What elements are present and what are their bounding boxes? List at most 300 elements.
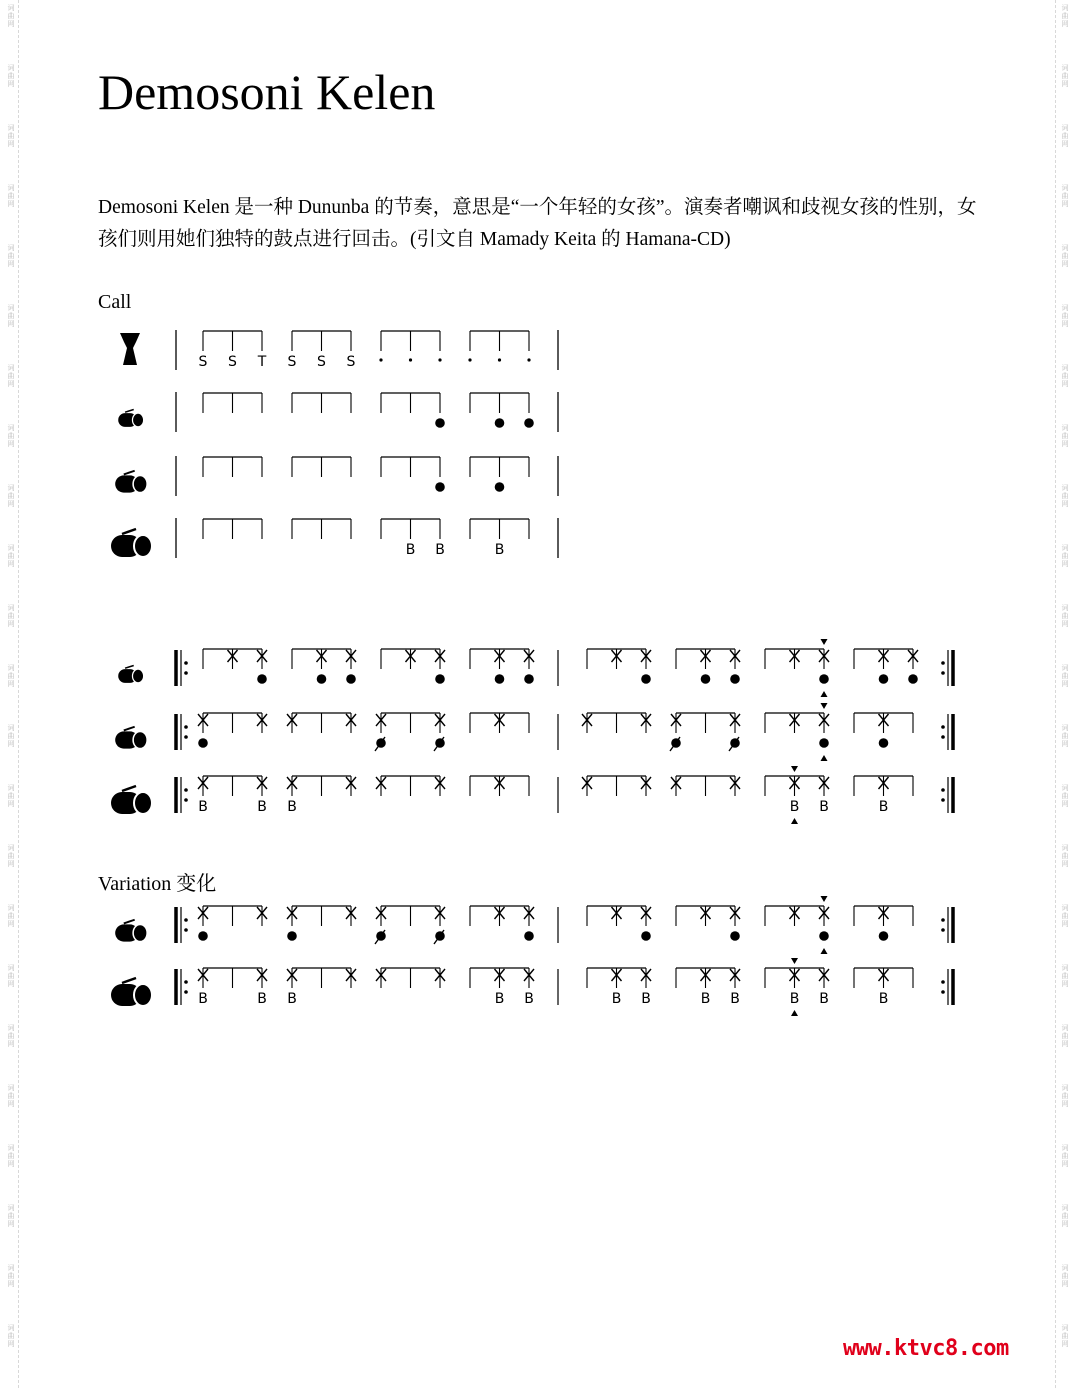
bass-stroke-label: B	[524, 991, 534, 1007]
dununba-icon	[111, 786, 152, 814]
bar	[292, 649, 356, 684]
bar	[199, 331, 267, 370]
watermark-char: 词	[7, 304, 15, 312]
bar	[587, 968, 651, 1007]
watermark-char: 曲	[7, 492, 15, 500]
repeat-dot	[941, 735, 945, 739]
bar	[854, 776, 913, 815]
bar	[381, 649, 445, 684]
bass-stroke-label: B	[700, 991, 711, 1007]
watermark-char: 词	[7, 424, 15, 432]
watermark-char: 曲	[7, 252, 15, 260]
watermark-char: 曲	[7, 612, 15, 620]
watermark-char: 词	[7, 1204, 15, 1212]
repeat-dot	[941, 671, 945, 675]
watermark-char: 词	[1061, 244, 1069, 252]
watermark-char: 词	[1061, 664, 1069, 672]
watermark-char: 曲	[7, 132, 15, 140]
repeat-dot	[184, 735, 188, 739]
rest-dot	[468, 358, 471, 361]
bar	[587, 906, 651, 941]
watermark-char: 网	[1061, 1100, 1069, 1108]
watermark-char: 网	[7, 1220, 15, 1228]
dununba-icon	[111, 978, 152, 1006]
repeat-dot	[184, 990, 188, 994]
drum-stick	[124, 920, 135, 924]
watermark-char: 曲	[1061, 252, 1069, 260]
watermark-char: 词	[1061, 1144, 1069, 1152]
watermark-char: 曲	[1061, 492, 1069, 500]
bass-stroke-label: B	[819, 799, 829, 815]
watermark-char: 曲	[1061, 432, 1069, 440]
accent-marker	[821, 948, 828, 954]
watermark-char: 网	[1061, 740, 1069, 748]
watermark-char: 曲	[7, 912, 15, 920]
repeat-start	[176, 777, 188, 813]
watermark-char: 网	[1061, 560, 1069, 568]
watermark-char: 词	[1061, 184, 1069, 192]
rest-dot	[379, 358, 382, 361]
drum-stick	[124, 471, 135, 475]
watermark-char: 网	[7, 380, 15, 388]
bar	[375, 906, 445, 944]
watermark-char: 词	[7, 1144, 15, 1152]
watermark-char: 词	[7, 484, 15, 492]
repeat-end	[941, 969, 953, 1005]
dununba-icon	[111, 529, 152, 557]
watermark-char: 网	[1061, 200, 1069, 208]
watermark-char: 网	[1061, 500, 1069, 508]
watermark-char: 曲	[1061, 372, 1069, 380]
watermark-char: 网	[7, 860, 15, 868]
watermark-char: 曲	[7, 12, 15, 20]
watermark-char: 网	[1061, 1340, 1069, 1348]
watermark-char: 网	[7, 260, 15, 268]
watermark-char: 曲	[1061, 1212, 1069, 1220]
bar	[292, 519, 351, 539]
notation-row-main-sangban	[198, 703, 913, 761]
bar	[671, 776, 740, 796]
bar	[198, 713, 267, 748]
bar	[287, 776, 356, 815]
watermark-char: 词	[7, 124, 15, 132]
watermark-char: 词	[7, 1084, 15, 1092]
watermark-char: 网	[7, 1160, 15, 1168]
bar	[381, 393, 445, 428]
open-note	[819, 738, 829, 748]
watermark-char: 词	[1061, 604, 1069, 612]
watermark-char: 词	[7, 964, 15, 972]
watermark-char: 词	[1061, 544, 1069, 552]
repeat-dot	[184, 725, 188, 729]
bar	[203, 649, 267, 684]
watermark-char: 网	[7, 80, 15, 88]
open-note	[198, 738, 208, 748]
bar	[470, 519, 529, 558]
watermark-char: 词	[1061, 1204, 1069, 1212]
drum-head	[134, 792, 152, 814]
bar	[765, 896, 829, 954]
bass-stroke-label: B	[494, 542, 505, 558]
bar	[203, 393, 262, 413]
watermark-char: 网	[7, 1280, 15, 1288]
rest-dot	[498, 358, 501, 361]
watermark-char: 词	[1061, 904, 1069, 912]
bar	[375, 713, 445, 751]
watermark-char: 曲	[1061, 672, 1069, 680]
repeat-dot	[941, 788, 945, 792]
watermark-char: 曲	[1061, 792, 1069, 800]
bar	[381, 457, 445, 492]
watermark-char: 词	[1061, 964, 1069, 972]
repeat-dot	[941, 990, 945, 994]
bar	[676, 906, 740, 941]
watermark-char: 曲	[1061, 192, 1069, 200]
open-note	[641, 931, 651, 941]
section-label-call: Call	[98, 291, 132, 313]
repeat-dot	[941, 798, 945, 802]
site-logo: www.ktvc8.com	[843, 1336, 1009, 1361]
watermark-char: 网	[1061, 620, 1069, 628]
drum-stick	[125, 409, 134, 412]
watermark-char: 词	[1061, 484, 1069, 492]
watermark-char: 网	[1061, 680, 1069, 688]
sangban-icon	[115, 920, 147, 942]
repeat-dot	[184, 918, 188, 922]
bar	[376, 776, 445, 796]
watermark-char: 曲	[1061, 612, 1069, 620]
watermark-char: 曲	[7, 672, 15, 680]
notation-row-call-kenkeni	[176, 392, 558, 432]
drum-head	[132, 669, 143, 683]
accent-marker	[821, 691, 828, 697]
bar	[198, 776, 267, 815]
watermark-char: 网	[1061, 800, 1069, 808]
watermark-char: 网	[1061, 440, 1069, 448]
open-note	[701, 674, 711, 684]
watermark-char: 网	[1061, 320, 1069, 328]
watermark-char: 曲	[7, 552, 15, 560]
djembe-body	[120, 333, 140, 365]
drum-head	[134, 535, 152, 557]
bar	[854, 649, 918, 684]
watermark-char: 网	[1061, 140, 1069, 148]
bass-stroke-label: B	[405, 542, 416, 558]
watermark-char: 网	[7, 620, 15, 628]
bar	[470, 776, 529, 796]
watermark-char: 曲	[1061, 132, 1069, 140]
watermark-char: 网	[1061, 1160, 1069, 1168]
open-note	[524, 674, 534, 684]
watermark-char: 网	[7, 740, 15, 748]
bass-stroke-label: B	[611, 991, 622, 1007]
accent-marker	[821, 755, 828, 761]
bar	[203, 519, 262, 539]
notation-row-main-dununba	[198, 766, 913, 824]
bass-stroke-label: B	[789, 799, 800, 815]
watermark-char: 网	[1061, 380, 1069, 388]
bass-stroke-label: B	[198, 991, 208, 1007]
watermark-char: 网	[1061, 920, 1069, 928]
bass-stroke-label: B	[730, 991, 740, 1007]
watermark-char: 网	[7, 20, 15, 28]
bar	[379, 331, 441, 362]
bar	[676, 649, 740, 684]
drum-head	[134, 984, 152, 1006]
drum-stick	[122, 786, 136, 791]
bar	[470, 393, 534, 428]
watermark-char: 曲	[7, 72, 15, 80]
bar	[203, 457, 262, 477]
open-note	[524, 418, 534, 428]
bar	[292, 393, 351, 413]
bar	[765, 766, 829, 824]
watermark-char: 网	[1061, 260, 1069, 268]
watermark-char: 词	[1061, 784, 1069, 792]
bass-stroke-label: B	[819, 991, 829, 1007]
watermark-char: 词	[7, 1264, 15, 1272]
drum-stick	[122, 529, 136, 534]
watermark-char: 词	[7, 724, 15, 732]
bar	[765, 703, 829, 761]
watermark-char: 曲	[7, 1092, 15, 1100]
watermark-char: 词	[7, 244, 15, 252]
open-note	[908, 674, 918, 684]
repeat-end	[941, 714, 953, 750]
watermark-char: 网	[7, 680, 15, 688]
watermark-char: 词	[7, 64, 15, 72]
watermark-char: 网	[7, 1100, 15, 1108]
repeat-dot	[184, 980, 188, 984]
repeat-end	[941, 777, 953, 813]
open-note	[257, 674, 267, 684]
repeat-dot	[184, 788, 188, 792]
watermark-char: 曲	[7, 1032, 15, 1040]
open-note	[819, 674, 829, 684]
bar	[670, 713, 740, 751]
bass-stroke-label: B	[287, 991, 297, 1007]
repeat-dot	[184, 671, 188, 675]
bass-stroke-label: B	[641, 991, 651, 1007]
bass-stroke-label: B	[257, 799, 267, 815]
djembe-icon	[120, 333, 140, 365]
slap-stroke-label: S	[287, 354, 297, 370]
open-note	[495, 418, 505, 428]
open-note	[641, 674, 651, 684]
repeat-dot	[941, 928, 945, 932]
bar	[470, 906, 534, 941]
accent-marker	[791, 818, 798, 824]
open-note	[435, 482, 445, 492]
bar	[198, 968, 267, 1007]
watermark-char: 词	[7, 544, 15, 552]
repeat-start	[176, 907, 188, 943]
bar	[470, 713, 529, 733]
watermark-char: 词	[1061, 64, 1069, 72]
drum-head	[133, 924, 147, 941]
watermark-char: 曲	[7, 1152, 15, 1160]
repeat-dot	[941, 725, 945, 729]
bar	[381, 519, 445, 558]
watermark-char: 词	[1061, 1084, 1069, 1092]
watermark-char: 词	[1061, 1324, 1069, 1332]
open-note	[198, 931, 208, 941]
repeat-dot	[184, 928, 188, 932]
watermark-char: 曲	[1061, 1092, 1069, 1100]
watermark-char: 曲	[7, 192, 15, 200]
watermark-char: 网	[1061, 1040, 1069, 1048]
bar	[854, 968, 913, 1007]
watermark-char: 词	[1061, 424, 1069, 432]
drum-stick	[122, 978, 136, 983]
repeat-dot	[941, 661, 945, 665]
watermark-char: 网	[7, 440, 15, 448]
watermark-char: 曲	[1061, 1272, 1069, 1280]
open-note	[435, 418, 445, 428]
bass-stroke-label: B	[287, 799, 297, 815]
notation-row-var-sangban	[198, 896, 913, 954]
watermark-char: 词	[1061, 364, 1069, 372]
sangban-icon	[115, 727, 147, 749]
open-note	[879, 674, 889, 684]
repeat-dot	[941, 980, 945, 984]
watermark-char: 词	[1061, 304, 1069, 312]
open-note	[287, 931, 297, 941]
watermark-char: 网	[7, 500, 15, 508]
watermark-char: 曲	[7, 972, 15, 980]
watermark-char: 网	[7, 1340, 15, 1348]
accent-marker	[791, 766, 798, 772]
watermark-char: 曲	[7, 432, 15, 440]
watermark-char: 曲	[1061, 72, 1069, 80]
slap-stroke-label: S	[198, 354, 208, 370]
watermark-char: 曲	[7, 312, 15, 320]
notation-row-call-djembe	[176, 330, 558, 370]
bass-stroke-label: B	[789, 991, 800, 1007]
bass-stroke-label: B	[198, 799, 208, 815]
bar	[582, 776, 651, 796]
sangban-icon	[115, 471, 147, 493]
bar	[287, 968, 356, 1007]
repeat-dot	[941, 918, 945, 922]
watermark-char: 曲	[1061, 312, 1069, 320]
section-label-variation: Variation 变化	[98, 873, 217, 895]
open-note	[819, 931, 829, 941]
drum-stick	[125, 665, 134, 668]
slap-stroke-label: S	[228, 354, 237, 370]
open-note	[879, 738, 889, 748]
watermark-char: 曲	[7, 372, 15, 380]
watermark-char: 网	[7, 800, 15, 808]
bar	[765, 639, 829, 697]
drum-head	[132, 413, 143, 427]
bar	[676, 968, 740, 1007]
watermark-char: 词	[7, 784, 15, 792]
watermark-char: 词	[7, 844, 15, 852]
open-note	[495, 482, 505, 492]
rest-dot	[409, 358, 412, 361]
bar	[468, 331, 530, 362]
watermark-char: 词	[7, 184, 15, 192]
slap-stroke-label: S	[346, 354, 356, 370]
watermark-char: 曲	[1061, 972, 1069, 980]
rest-dot	[527, 358, 530, 361]
watermark-char: 网	[7, 920, 15, 928]
repeat-start	[176, 969, 188, 1005]
tone-stroke-label: T	[257, 354, 267, 370]
kenkeni-icon	[118, 409, 143, 426]
watermark-char: 词	[1061, 724, 1069, 732]
watermark-char: 网	[7, 140, 15, 148]
watermark-char: 曲	[1061, 912, 1069, 920]
bass-stroke-label: B	[494, 991, 505, 1007]
repeat-end	[941, 650, 953, 686]
watermark-char: 词	[7, 364, 15, 372]
notation-row-main-kenkeni	[203, 639, 918, 697]
watermark-char: 网	[1061, 980, 1069, 988]
bass-stroke-label: B	[878, 991, 889, 1007]
watermark-char: 词	[7, 904, 15, 912]
repeat-dot	[184, 661, 188, 665]
repeat-dot	[184, 798, 188, 802]
watermark-char: 曲	[1061, 732, 1069, 740]
bass-stroke-label: B	[435, 542, 445, 558]
watermark-char: 网	[1061, 860, 1069, 868]
watermark-char: 词	[7, 1024, 15, 1032]
notation-row-call-dununba	[176, 518, 558, 558]
watermark-char: 曲	[1061, 1332, 1069, 1340]
open-note	[879, 931, 889, 941]
accent-marker	[791, 958, 798, 964]
slap-stroke-label: S	[317, 354, 326, 370]
bar	[287, 906, 356, 941]
watermark-char: 曲	[1061, 12, 1069, 20]
watermark-char: 词	[1061, 1264, 1069, 1272]
bass-stroke-label: B	[257, 991, 267, 1007]
open-note	[317, 674, 327, 684]
bar	[287, 713, 356, 733]
watermark-char: 网	[7, 320, 15, 328]
drum-head	[133, 475, 147, 492]
open-note	[346, 674, 356, 684]
watermark-char: 曲	[7, 852, 15, 860]
bar	[470, 968, 534, 1007]
watermark-char: 词	[7, 4, 15, 12]
bar	[765, 958, 829, 1016]
bar	[470, 649, 534, 684]
bar	[470, 457, 529, 492]
watermark-char: 曲	[1061, 1152, 1069, 1160]
intro-paragraph: Demosoni Kelen 是一种 Dununba 的节奏，意思是“一个年轻的女孩”。演奏者嘲讽和歧视女孩的性别，女孩们则用她们独特的鼓点进行回击。(引文自 Mamady Keita 的 Hamana-CD)	[98, 197, 977, 250]
notation-row-call-sangban	[176, 456, 558, 496]
notation-row-var-dununba	[198, 958, 913, 1016]
drum-stick	[124, 727, 135, 731]
bar	[854, 906, 913, 941]
watermark-char: 词	[7, 604, 15, 612]
watermark-char: 词	[1061, 4, 1069, 12]
watermark-char: 网	[1061, 20, 1069, 28]
repeat-start	[176, 650, 188, 686]
watermark-char: 曲	[7, 1332, 15, 1340]
bar	[288, 331, 356, 370]
watermark-char: 网	[7, 980, 15, 988]
rest-dot	[438, 358, 441, 361]
watermark-char: 曲	[1061, 1032, 1069, 1040]
open-note	[730, 674, 740, 684]
bar	[292, 457, 351, 477]
watermark-char: 曲	[7, 732, 15, 740]
kenkeni-icon	[118, 665, 143, 682]
